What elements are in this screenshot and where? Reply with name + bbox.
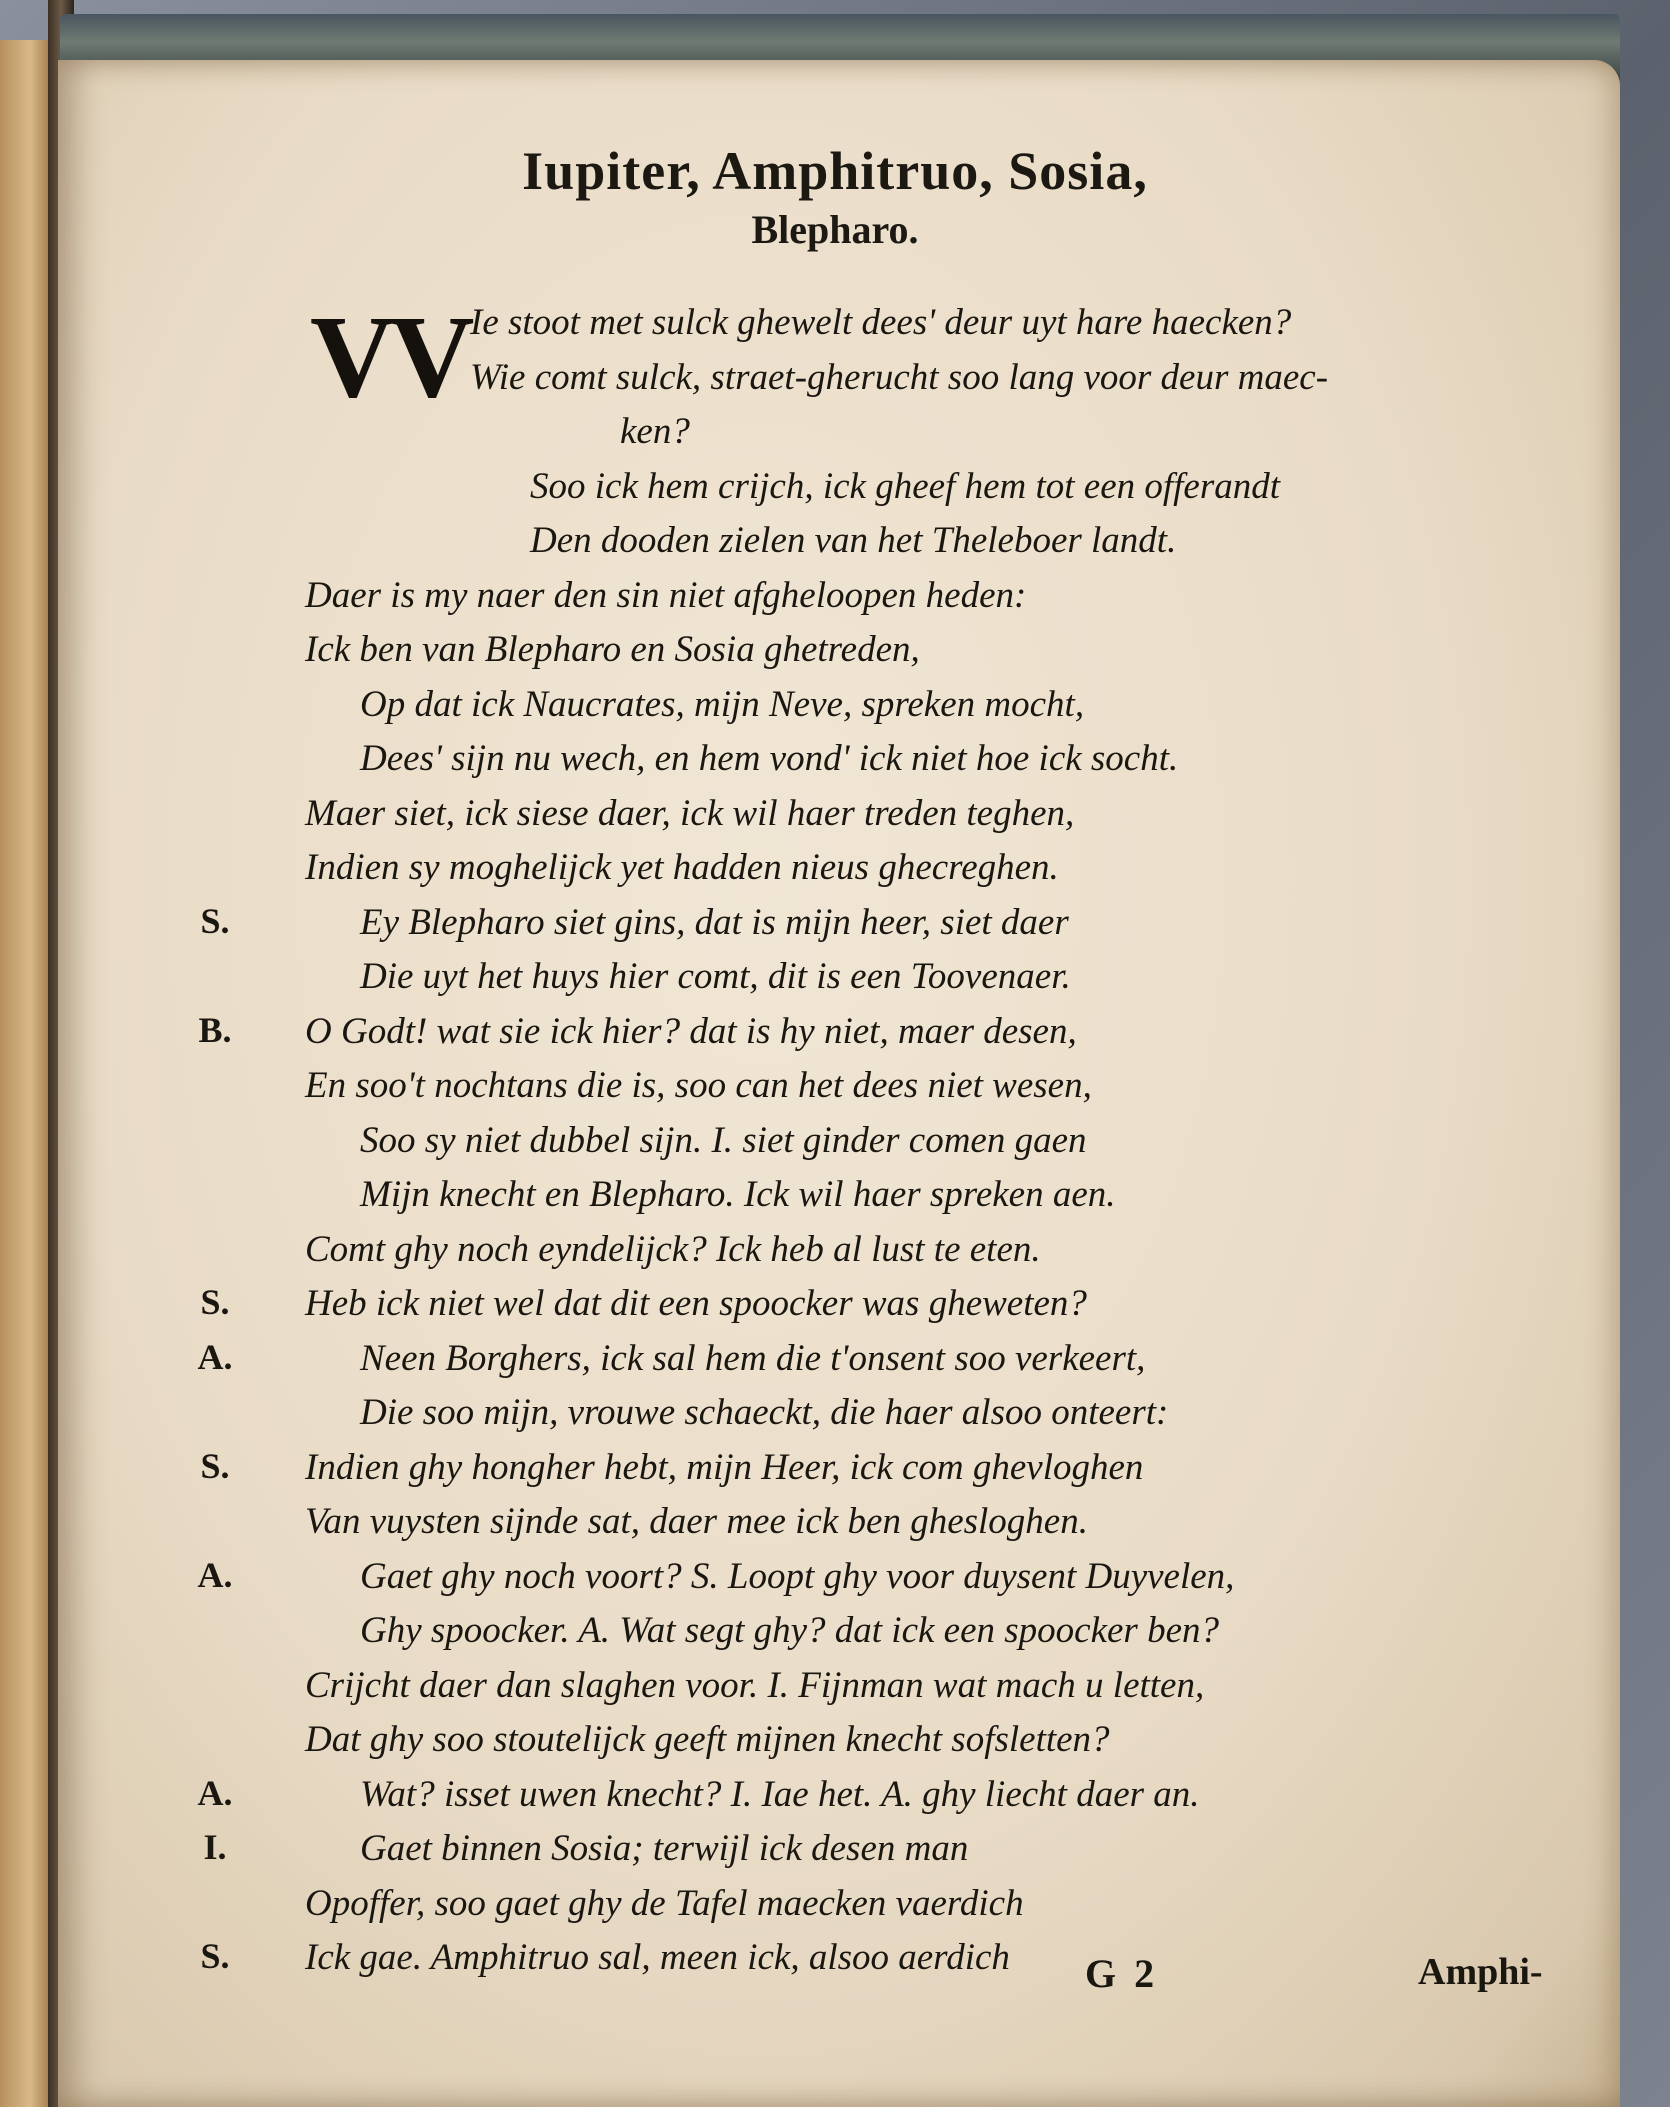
verse-line xyxy=(0,1390,1670,1442)
verse-text-line: Gaet binnen Sosia; terwijl ick desen man xyxy=(360,1828,969,1869)
verse-text-line: Den dooden zielen van het Theleboer landt. xyxy=(530,520,1177,561)
verse-text-line: O Godt! wat sie ick hier? dat is hy niet, maer desen, xyxy=(305,1011,1077,1052)
verse-line xyxy=(0,1009,1670,1061)
signature-mark: G 2 xyxy=(1085,1951,1159,1996)
verse-text-line: Ick gae. Amphitruo sal, meen ick, alsoo aerdich xyxy=(305,1937,1010,1978)
verse-line xyxy=(0,1445,1670,1497)
verse-text-line: Mijn knecht en Blepharo. Ick wil haer spreken aen. xyxy=(360,1174,1116,1215)
verse-line xyxy=(0,1499,1670,1551)
verse-text-line: Die soo mijn, vrouwe schaeckt, die haer alsoo onteert: xyxy=(360,1392,1169,1433)
verse-line xyxy=(0,736,1670,788)
scene-heading-line2: Blepharo. xyxy=(751,207,919,252)
verse-text-line: Heb ick niet wel dat dit een spoocker was gheweten? xyxy=(305,1283,1087,1324)
catchword: Amphi- xyxy=(1418,1951,1543,1993)
verse-line xyxy=(0,1881,1670,1933)
verse-line xyxy=(0,900,1670,952)
verse-text-line: ken? xyxy=(620,411,690,452)
verse-text-line: Gaet ghy noch voort? S. Loopt ghy voor duysent Duyvelen, xyxy=(360,1556,1235,1597)
speaker-label: B. xyxy=(198,1010,232,1050)
verse-text-line: Dees' sijn nu wech, en hem vond' ick niet hoe ick socht. xyxy=(360,738,1179,779)
verse-line xyxy=(0,845,1670,897)
verse-line xyxy=(0,1063,1670,1115)
verse-text-line: Wie comt sulck, straet-gherucht soo lang voor deur maec- xyxy=(470,357,1329,398)
verse-line xyxy=(0,355,1670,407)
verse-line xyxy=(0,791,1670,843)
drop-capital: VV xyxy=(310,291,469,422)
verse-line xyxy=(0,1826,1670,1878)
verse-text-line: Crijcht daer dan slaghen voor. I. Fijnman wat mach u letten, xyxy=(305,1665,1205,1706)
verse-text-line: Ie stoot met sulck ghewelt dees' deur uyt hare haecken? xyxy=(470,302,1292,343)
verse-line xyxy=(0,1717,1670,1769)
verse-line xyxy=(0,682,1670,734)
verse-text-line: Maer siet, ick siese daer, ick wil haer treden teghen, xyxy=(305,793,1075,834)
verse-text-line: Neen Borghers, ick sal hem die t'onsent soo verkeert, xyxy=(360,1338,1146,1379)
verse-text-line: En soo't nochtans die is, soo can het dees niet wesen, xyxy=(305,1065,1092,1106)
speaker-label: A. xyxy=(197,1773,233,1813)
verse-line xyxy=(0,1608,1670,1660)
verse-text-line: Comt ghy noch eyndelijck? Ick heb al lust te eten. xyxy=(305,1229,1041,1270)
verse-line xyxy=(0,300,1670,352)
verse-text-line: Die uyt het huys hier comt, dit is een Toovenaer. xyxy=(360,956,1071,997)
verse-line xyxy=(0,1118,1670,1170)
verse-line xyxy=(0,518,1670,570)
verse-text-line: Soo ick hem crijch, ick gheef hem tot een offerandt xyxy=(530,466,1281,507)
verse-line xyxy=(0,627,1670,679)
speaker-label: S. xyxy=(200,901,230,941)
verse-line xyxy=(0,1281,1670,1333)
speaker-label: I. xyxy=(203,1827,227,1867)
speaker-label: S. xyxy=(200,1936,230,1976)
verse-text-line: Dat ghy soo stoutelijck geeft mijnen knecht sofsletten? xyxy=(305,1719,1110,1760)
speaker-label: S. xyxy=(200,1282,230,1322)
speaker-label: A. xyxy=(197,1555,233,1595)
scene-heading-line1: Iupiter, Amphitruo, Sosia, xyxy=(522,141,1148,201)
speaker-label: A. xyxy=(197,1337,233,1377)
verse-line xyxy=(0,954,1670,1006)
verse-line xyxy=(0,1172,1670,1224)
verse-text-line: Soo sy niet dubbel sijn. I. siet ginder comen gaen xyxy=(360,1120,1087,1161)
verse-line xyxy=(0,1336,1670,1388)
verse-line xyxy=(0,409,1670,461)
verse-line xyxy=(0,1554,1670,1606)
verse-text-line: Ick ben van Blepharo en Sosia ghetreden, xyxy=(305,629,920,670)
verse-text-line: Indien sy moghelijck yet hadden nieus ghecreghen. xyxy=(305,847,1059,888)
speaker-label: S. xyxy=(200,1446,230,1486)
verse-text-line: Op dat ick Naucrates, mijn Neve, spreken mocht, xyxy=(360,684,1085,725)
verse-text-line: Van vuysten sijnde sat, daer mee ick ben ghesloghen. xyxy=(305,1501,1088,1542)
verse-line xyxy=(0,1227,1670,1279)
verse-line xyxy=(0,1663,1670,1715)
verse-text-line: Indien ghy hongher hebt, mijn Heer, ick com ghevloghen xyxy=(305,1447,1144,1488)
verse-text-line: Opoffer, soo gaet ghy de Tafel maecken vaerdich xyxy=(305,1883,1024,1924)
verse-line xyxy=(0,573,1670,625)
verse-text-line: Ey Blepharo siet gins, dat is mijn heer, siet daer xyxy=(360,902,1069,943)
verse-text-line: Wat? isset uwen knecht? I. Iae het. A. ghy liecht daer an. xyxy=(360,1774,1200,1815)
verse-text-line: Daer is my naer den sin niet afgheloopen heden: xyxy=(305,575,1027,616)
verse-text-line: Ghy spoocker. A. Wat segt ghy? dat ick een spoocker ben? xyxy=(360,1610,1220,1651)
verse-line xyxy=(0,1772,1670,1824)
verse-line xyxy=(0,464,1670,516)
